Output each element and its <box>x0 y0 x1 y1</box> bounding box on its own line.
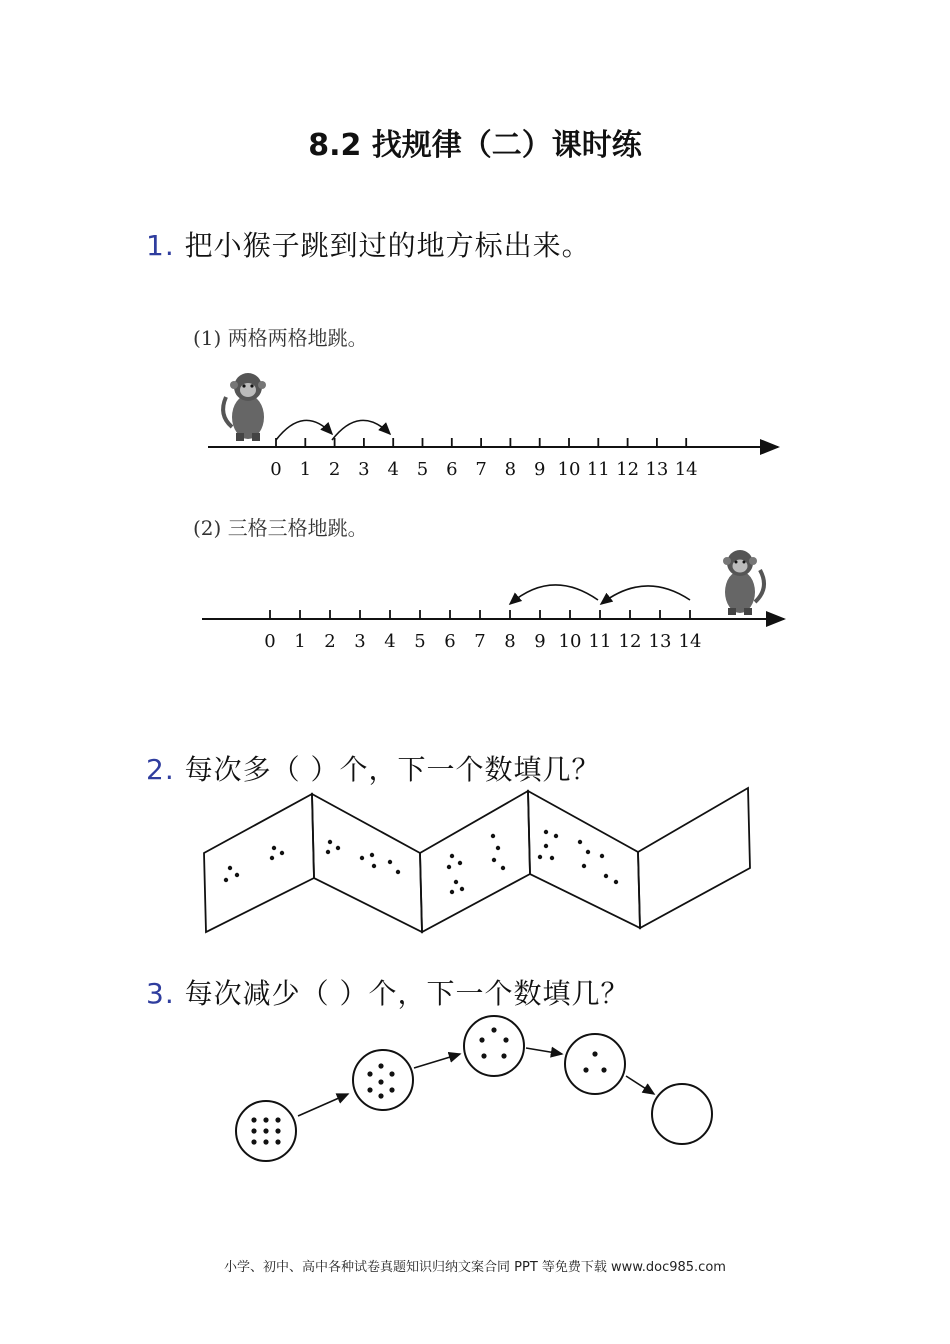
tick-label: 4 <box>384 631 396 652</box>
circle-empty <box>652 1084 712 1144</box>
tick-label: 11 <box>586 459 610 480</box>
number-line-1-ticks <box>270 438 697 480</box>
tick-label: 5 <box>416 459 429 480</box>
monkey-icon <box>723 550 764 615</box>
zigzag-panels <box>204 788 750 932</box>
jump-arrow <box>332 420 390 440</box>
question-2-number: 2. <box>146 753 175 786</box>
tick-label: 4 <box>387 459 399 480</box>
circle <box>464 1016 524 1076</box>
circle-dots <box>251 1027 606 1144</box>
tick-label: 0 <box>270 459 282 480</box>
panel <box>312 794 422 932</box>
arrow <box>626 1076 654 1094</box>
tick-label: 14 <box>674 459 698 480</box>
number-line-2 <box>202 550 784 652</box>
jump-arrow <box>510 585 598 604</box>
question-1-number: 1. <box>146 229 175 262</box>
tick-label: 2 <box>328 459 341 480</box>
tick-label: 3 <box>354 631 366 652</box>
tick-label: 9 <box>534 631 546 652</box>
circle <box>353 1050 413 1110</box>
tick-label: 7 <box>474 631 486 652</box>
panel <box>204 794 314 932</box>
question-3-number: 3. <box>146 977 175 1010</box>
jump-arrow <box>276 420 332 440</box>
tick-label: 9 <box>533 459 546 480</box>
monkey-icon <box>223 373 266 441</box>
tick-label: 8 <box>504 459 517 480</box>
jump-arrow <box>601 586 690 604</box>
tick-label: 10 <box>558 631 582 652</box>
tick-label: 7 <box>475 459 487 480</box>
tick-label: 1 <box>294 631 306 652</box>
panel <box>528 791 640 928</box>
tick-label: 13 <box>648 631 672 652</box>
question-3-text: 每次减少（ ）个，下一个数填几？ <box>184 977 630 1010</box>
tick-label: 8 <box>504 631 516 652</box>
question-3 <box>146 972 630 1012</box>
circle-sequence <box>236 1016 712 1161</box>
number-line-1 <box>208 373 778 480</box>
question-2-text: 每次多（ ）个，下一个数填几？ <box>184 753 601 786</box>
tick-label: 10 <box>557 459 581 480</box>
tick-label: 13 <box>645 459 669 480</box>
q1-part2-label: (2) 三格三格地跳。 <box>193 516 368 540</box>
arrow <box>526 1048 562 1054</box>
tick-label: 3 <box>358 459 370 480</box>
footer-text: 小学、初中、高中各种试卷真题知识归纳文案合同 PPT 等免费下载 www.doc985.com <box>224 1260 726 1275</box>
tick-label: 12 <box>618 631 642 652</box>
tick-label: 0 <box>264 631 276 652</box>
circle <box>565 1034 625 1094</box>
tick-label: 5 <box>414 631 426 652</box>
tick-label: 6 <box>446 459 458 480</box>
arrow <box>298 1094 348 1116</box>
number-line-2-ticks <box>264 610 701 652</box>
q1-part1-label: (1) 两格两格地跳。 <box>193 326 368 350</box>
panel <box>420 791 530 932</box>
question-2 <box>146 748 601 788</box>
tick-label: 11 <box>588 631 612 652</box>
panel-empty <box>638 788 750 928</box>
question-1-text: 把小猴子跳到过的地方标出来。 <box>184 229 591 262</box>
tick-label: 14 <box>678 631 702 652</box>
page-title: 8.2 找规律（二）课时练 <box>308 128 642 163</box>
tick-label: 1 <box>299 459 312 480</box>
arrow <box>414 1054 460 1068</box>
tick-label: 6 <box>444 631 456 652</box>
tick-label: 2 <box>324 631 336 652</box>
tick-label: 12 <box>616 459 640 480</box>
